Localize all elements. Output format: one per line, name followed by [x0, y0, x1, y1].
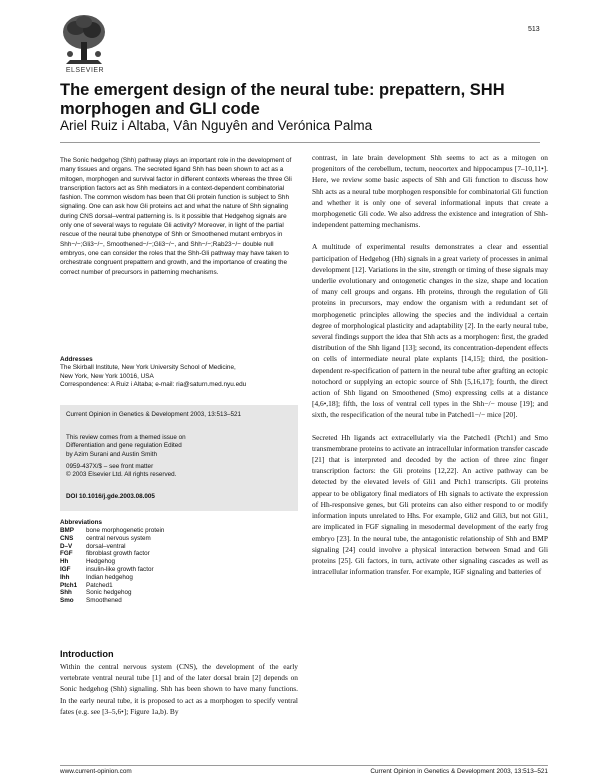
abbreviation-row	[60, 543, 298, 551]
abbreviation-definition: Patched1	[86, 581, 113, 589]
abstract: The Sonic hedgehog (Shh) pathway plays an important role in the development of many tissues and organs. The secreted ligand Shh has been shown to act as a mitogen, morphogen and survival factor in different contexts whereas the three Gli transcription factors act as Shh mediators in a context-dependent combinatorial fashion. The common wisdom has been that Gli protein function is subject to Shh signaling. One can ask how Gli proteins act and what the nature of Shh signaling during CNS dorsal–ventral patterning is. Is it possible that Hedgehog signals are only one of several ways to regulate Gli activity? Moreover, in light of the partial rescue of the neural tube phenotype of Shh or Smoothened mutant embryos in Shh−/−;Gli3−/−, Smoothened−/−;Gli3−/−, and Shh−/−;Rab23−/− double null embryos, one can consider the roles that the Shh-Gli pathway may have taken to orchestrate congruent prepattern and growth, and the importance of creating the correct number of precursors in patterning mechanisms.	[60, 157, 292, 276]
journal-citation: Current Opinion in Genetics & Development 2003, 13:513–521	[66, 411, 242, 418]
abbreviation-term: FGF	[60, 550, 73, 558]
abbreviation-definition: dorsal–ventral	[86, 542, 126, 550]
introduction-text: Within the central nervous system (CNS), the development of the early vertebrate ventral neural tube [1] and of the later dorsal brain [2] depends on Sonic hedgehog (Shh) signaling. Shh has been shown to have many functions. In the early neural tube, it is proposed to act as a morphogen to specify ventral fates (e.g. see [3–5,6•]; Figure 1a,b). By	[60, 662, 298, 716]
abbreviation-definition: bone morphogenetic protein	[86, 527, 165, 534]
abbreviation-term: Ihh	[60, 573, 70, 581]
abbreviation-row	[60, 582, 298, 590]
body-paragraph: Secreted Hh ligands act extracellularly via the Patched1 (Ptch1) and Smo transmembrane proteins to activate an intracellular information transfer cascade [21] that is interpreted and decoded by the action of three zinc finger transcription factors: the Gli proteins [12,22]. An active pathway can be detected by the elevated levels of Gli1 and Ptch1 transcripts. Gli proteins appear to be obligatory final mediators of Hh signals to activate the expression of Hh-responsive genes, but Gli proteins can also either respond to or modify information inputs unrelated to Hhs. For example, Gli2 and Gli3, but not Gli1, are implicated in FGF signaling in mesodermal development of the early frog embryo [23]. In the neural tube, the antagonistic relationship of Shh and BMP signaling [24] could involve a physical interaction between Smad and Gli proteins [25]. Gli factors, in turn, activate other signaling cascades as well as intracellular information transfer. For example, IGF signaling and batteries of	[312, 432, 548, 577]
footer-divider	[60, 765, 548, 766]
elsevier-logo-text: ELSEVIER	[65, 67, 105, 74]
abbreviation-term: D–V	[60, 542, 73, 550]
journal-info-box	[60, 405, 298, 511]
abbreviations-block	[60, 519, 298, 605]
introduction-heading: Introduction	[60, 649, 114, 659]
right-column	[312, 152, 548, 588]
abbreviation-definition: central nervous system	[86, 534, 151, 542]
abbreviation-row	[60, 589, 298, 597]
article-authors: Ariel Ruiz i Altaba, Vân Nguyên and Verónica Palma	[60, 118, 373, 133]
abbreviation-term: Ptch1	[60, 581, 78, 589]
address-line: New York, New York 10016, USA	[60, 372, 154, 380]
article-title: The emergent design of the neural tube: prepattern, SHH morphogen and GLI code	[60, 81, 505, 118]
abbreviation-term: Hh	[60, 558, 69, 566]
abbreviation-definition: Sonic hedgehog	[86, 589, 132, 597]
abbreviation-row	[60, 535, 298, 543]
abbreviation-row	[60, 566, 298, 574]
abbreviation-definition: insulin-like growth factor	[86, 565, 154, 573]
address-line: The Skirball Institute, New York University School of Medicine,	[60, 364, 236, 372]
abbreviation-term: Smo	[60, 597, 74, 605]
correspondence-line: Correspondence: A Ruiz i Altaba; e-mail: ria@saturn.med.nyu.edu	[60, 380, 247, 388]
elsevier-tree-logo	[58, 10, 110, 68]
abbreviation-definition: Indian hedgehog	[86, 573, 133, 581]
body-paragraph: contrast, in late brain development Shh seems to act as a mitogen on progenitors of the cerebellum, tectum, neocortex and hippocampus [7–10,11•]. Here, we review some basic aspects of Shh and Gli function to discuss how Shh acts as a neural tube morphogen responsible for combinatorial Gli function and whether it is only one of several informational inputs that create a morphogenetic Gli code. We also address the existence and integration of Shh-independent patterning mechanisms.	[312, 153, 548, 230]
title-divider	[60, 142, 540, 143]
addresses-block	[60, 356, 298, 389]
abbreviation-term: IGF	[60, 565, 71, 573]
abbreviation-term: CNS	[60, 534, 74, 542]
page-number: 513	[528, 26, 540, 33]
addresses-heading: Addresses	[60, 356, 93, 363]
abbreviation-definition: fibroblast growth factor	[86, 550, 150, 558]
issn-line: 0959-437X/$ – see front matter	[66, 463, 154, 470]
abbreviation-term: Shh	[60, 589, 72, 597]
abbreviation-term: BMP	[60, 527, 74, 534]
abbreviation-definition: Smoothened	[86, 597, 122, 605]
abbreviation-row	[60, 574, 298, 582]
footer-website[interactable]: www.current-opinion.com	[60, 768, 132, 775]
abbreviation-row	[60, 527, 298, 535]
body-paragraph: A multitude of experimental results demonstrates a clear and essential participation of Hedgehog (Hh) signals in a great variety of processes in animal development [12]. Variations in the site, strength or timing of these signals may underlie evolutionary and ontogenetic changes in the size, shape and location of many cell groups and organs. Hh proteins, through the regulation of Gli proteins in precursors, may endow the organism with a redundant set of morphogenetic principles allowing the species and the individual a certain degree of morphological plasticity and adaptability [2]. In the early neural tube, several findings support the idea that Shh acts as a morphogen: first, the graded distribution of the Shh ligand [13]; second, its concentration-dependent effects on cells of intermediate neural plate explants [14,15]; third, the position-dependent re-specification of pattern in the neural tube after grafting an ectopic notochord or supplying an ectopic source of Shh [5,16,17]; fourth, the direct action of Shh ligand on Smoothened (Smo) expressing cells at a distance [4,6•,18]; fifth, the loss of ventral cell types in the Shh−/− mouse [19]; and sixth, the respecification of the neural tube in Patched1−/− mice [20].	[312, 242, 548, 420]
abbreviation-row	[60, 597, 298, 605]
abbreviations-heading: Abbreviations	[60, 519, 102, 526]
abbreviation-definition: Hedgehog	[86, 558, 116, 566]
copyright-line: © 2003 Elsevier Ltd. All rights reserved.	[66, 471, 177, 479]
themed-issue-note: This review comes from a themed issue on Differentiation and gene regulation Edited by Azim Surani and Austin Smith	[66, 434, 186, 458]
doi-link[interactable]: DOI 10.1016/j.gde.2003.08.005	[66, 493, 155, 500]
abbreviation-row	[60, 558, 298, 566]
footer-citation: Current Opinion in Genetics & Development 2003, 13:513–521	[370, 768, 548, 775]
abbreviation-row	[60, 550, 298, 558]
